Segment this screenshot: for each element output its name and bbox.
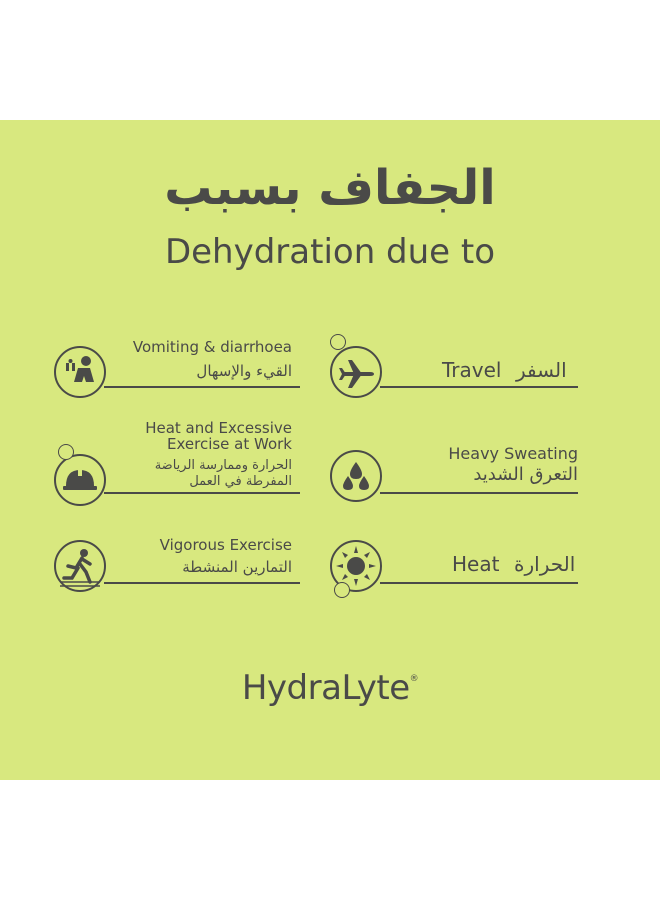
cause-work-ar-line2: المفرطة في العمل bbox=[189, 474, 292, 489]
title-english: Dehydration due to bbox=[164, 232, 496, 272]
sweat-drops-icon bbox=[330, 450, 382, 502]
hydralyte-logo bbox=[0, 668, 660, 708]
airplane-icon bbox=[330, 346, 382, 398]
vomiting-person-icon bbox=[54, 346, 106, 398]
divider bbox=[104, 492, 300, 494]
decorative-ring bbox=[58, 444, 74, 460]
cause-travel-en: Travel bbox=[442, 358, 502, 382]
registered-mark: ® bbox=[409, 674, 419, 684]
cause-vomiting-en: Vomiting & diarrhoea bbox=[132, 338, 292, 356]
cause-vigorous-en: Vigorous Exercise bbox=[159, 536, 292, 554]
cause-vigorous-ar: التمارين المنشطة bbox=[182, 558, 292, 576]
cause-vomiting-ar: القيء والإسهال bbox=[196, 362, 292, 380]
running-person-icon bbox=[54, 540, 106, 592]
cause-work-en-line1: Heat and Excessive bbox=[145, 419, 292, 437]
cause-sweating-ar: التعرق الشديد bbox=[473, 464, 578, 485]
divider bbox=[380, 492, 578, 494]
infographic-panel bbox=[0, 120, 660, 780]
divider bbox=[380, 582, 578, 584]
divider bbox=[104, 386, 300, 388]
divider bbox=[104, 582, 300, 584]
decorative-ring bbox=[330, 334, 346, 350]
divider bbox=[380, 386, 578, 388]
hard-hat-icon bbox=[54, 454, 106, 506]
cause-work-en-line2: Exercise at Work bbox=[166, 435, 292, 453]
cause-travel-ar: السفر bbox=[516, 358, 567, 382]
cause-work-ar-line1: الحرارة وممارسة الرياضة bbox=[154, 458, 292, 473]
brand-name: HydraLyte bbox=[241, 668, 410, 708]
cause-heat-ar: الحرارة bbox=[514, 552, 576, 576]
title-arabic: الجفاف بسبب bbox=[164, 160, 496, 216]
cause-sweating-en: Heavy Sweating bbox=[448, 444, 578, 463]
decorative-ring bbox=[334, 582, 350, 598]
cause-heat-en: Heat bbox=[452, 552, 500, 576]
